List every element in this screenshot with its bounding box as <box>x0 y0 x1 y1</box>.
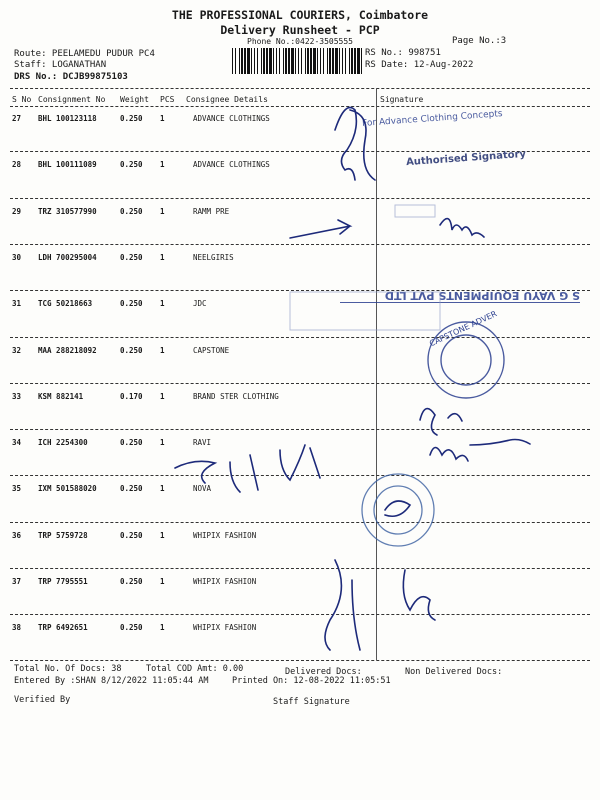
capstone-stamp-text: CAPSTONE ADVER <box>428 309 499 349</box>
row-consignment: BHL 100123118 <box>38 114 97 123</box>
runsheet-title: Delivery Runsheet - PCP <box>220 23 380 37</box>
vayu-stamp: S G VAYU EQUIPMENTS PVT LTD <box>340 262 580 303</box>
company-name: THE PROFESSIONAL COURIERS, Coimbatore <box>171 8 429 22</box>
row-consignment: TRP 7795551 <box>38 577 88 586</box>
col-header-consignee: Consignee Details <box>186 95 268 104</box>
row-consignee: WHIPIX FASHION <box>193 577 257 586</box>
row-weight: 0.250 <box>120 345 143 355</box>
row-consignee: BRAND STER CLOTHING <box>193 391 279 401</box>
row-sno: 28 <box>12 160 22 170</box>
total-cod: Total COD Amt: 0.00 <box>146 664 244 674</box>
col-header-consignment: Consignment No <box>38 95 106 104</box>
row-sno: 32 <box>12 345 22 355</box>
row-pcs: 1 <box>160 252 165 262</box>
row-weight: 0.250 <box>120 530 143 540</box>
row-consignment: IXM 501588020 <box>38 484 97 494</box>
row-weight: 0.250 <box>120 252 143 262</box>
capstone-round-stamp <box>428 322 504 398</box>
row-pcs: 1 <box>160 484 165 494</box>
row-pcs: 1 <box>160 623 165 633</box>
pen-signatures <box>175 108 530 651</box>
row-consignee: RAMM PRE <box>193 206 230 216</box>
row-consignment: TCG 50218663 <box>38 299 93 309</box>
row-consignee: JDC <box>193 299 207 309</box>
row-weight: 0.250 <box>120 484 143 494</box>
staff-signature: Staff Signature <box>273 697 350 707</box>
row-sno: 27 <box>12 114 22 123</box>
row-consignment: BHL 100111089 <box>38 160 97 170</box>
row-weight: 0.250 <box>120 623 143 633</box>
row-consignee: NOVA <box>193 484 212 494</box>
row-pcs: 1 <box>160 438 165 448</box>
authorised-signatory-stamp: Authorised Signatory <box>405 148 527 169</box>
row-pcs: 1 <box>160 160 165 170</box>
non-delivered-docs: Non Delivered Docs: <box>405 667 503 677</box>
rs-number: RS No.: 998751 <box>365 48 441 58</box>
footer-rule <box>10 660 590 661</box>
row-pcs: 1 <box>160 530 165 540</box>
delivered-docs: Delivered Docs: <box>285 667 362 677</box>
row-consignee: WHIPIX FASHION <box>193 623 257 633</box>
row-consignment: TRP 5759728 <box>38 530 88 540</box>
green-round-stamp <box>362 474 434 546</box>
entered-by: Entered By :SHAN 8/12/2022 11:05:44 AM <box>14 676 209 686</box>
route-label: Route: PEELAMEDU PUDUR PC4 <box>14 49 155 59</box>
small-rect-stamp <box>395 205 435 217</box>
row-sno: 30 <box>12 252 22 262</box>
row-consignment: LDH 700295004 <box>38 252 97 262</box>
total-docs: Total No. Of Docs: 38 <box>14 664 122 674</box>
row-sno: 38 <box>12 623 22 633</box>
row-pcs: 1 <box>160 206 165 216</box>
printed-on: Printed On: 12-08-2022 11:05:51 <box>232 676 391 686</box>
faded-rect-stamp <box>290 292 440 330</box>
row-consignment: TRZ 310577990 <box>38 206 97 216</box>
row-sno: 35 <box>12 484 22 494</box>
row-weight: 0.250 <box>120 299 143 309</box>
row-consignment: TRP 6492651 <box>38 623 88 633</box>
row-sno: 36 <box>12 530 22 540</box>
col-header-signature: Signature <box>380 95 424 104</box>
verified-by: Verified By <box>14 695 71 705</box>
row-weight: 0.250 <box>120 160 143 170</box>
row-weight: 0.170 <box>120 391 143 401</box>
row-sno: 31 <box>12 299 22 309</box>
row-consignee: NEELGIRIS <box>193 252 234 262</box>
row-consignee: RAVI <box>193 438 212 448</box>
drs-number: DRS No.: DCJB99875103 <box>14 72 128 82</box>
row-pcs: 1 <box>160 577 165 586</box>
row-pcs: 1 <box>160 299 165 309</box>
page-number: Page No.:3 <box>452 36 507 46</box>
row-pcs: 1 <box>160 391 165 401</box>
row-sno: 33 <box>12 391 22 401</box>
row-consignment: KSM 882141 <box>38 391 84 401</box>
col-header-pcs: PCS <box>160 95 175 104</box>
row-sno: 34 <box>12 438 22 448</box>
row-consignment: ICH 2254300 <box>38 438 88 448</box>
staff-label: Staff: LOGANATHAN <box>14 60 107 70</box>
row-consignee: ADVANCE CLOTHINGS <box>193 114 270 123</box>
row-sno: 29 <box>12 206 22 216</box>
row-weight: 0.250 <box>120 206 143 216</box>
row-weight: 0.250 <box>120 114 143 123</box>
row-pcs: 1 <box>160 345 165 355</box>
rs-date: RS Date: 12-Aug-2022 <box>365 60 474 70</box>
row-pcs: 1 <box>160 114 165 123</box>
row-consignee: CAPSTONE <box>193 345 230 355</box>
col-header-sno: S No <box>12 95 32 104</box>
row-consignee: WHIPIX FASHION <box>193 530 257 540</box>
col-header-weight: Weight <box>120 95 149 104</box>
phone-number: Phone No.:0422-3505555 <box>247 37 353 46</box>
row-weight: 0.250 <box>120 577 143 586</box>
row-weight: 0.250 <box>120 438 143 448</box>
row-consignee: ADVANCE CLOTHINGS <box>193 160 270 170</box>
concepts-stamp: For Advance Clothing Concepts <box>361 109 503 129</box>
row-consignment: MAA 288218092 <box>38 345 97 355</box>
row-sno: 37 <box>12 577 22 586</box>
